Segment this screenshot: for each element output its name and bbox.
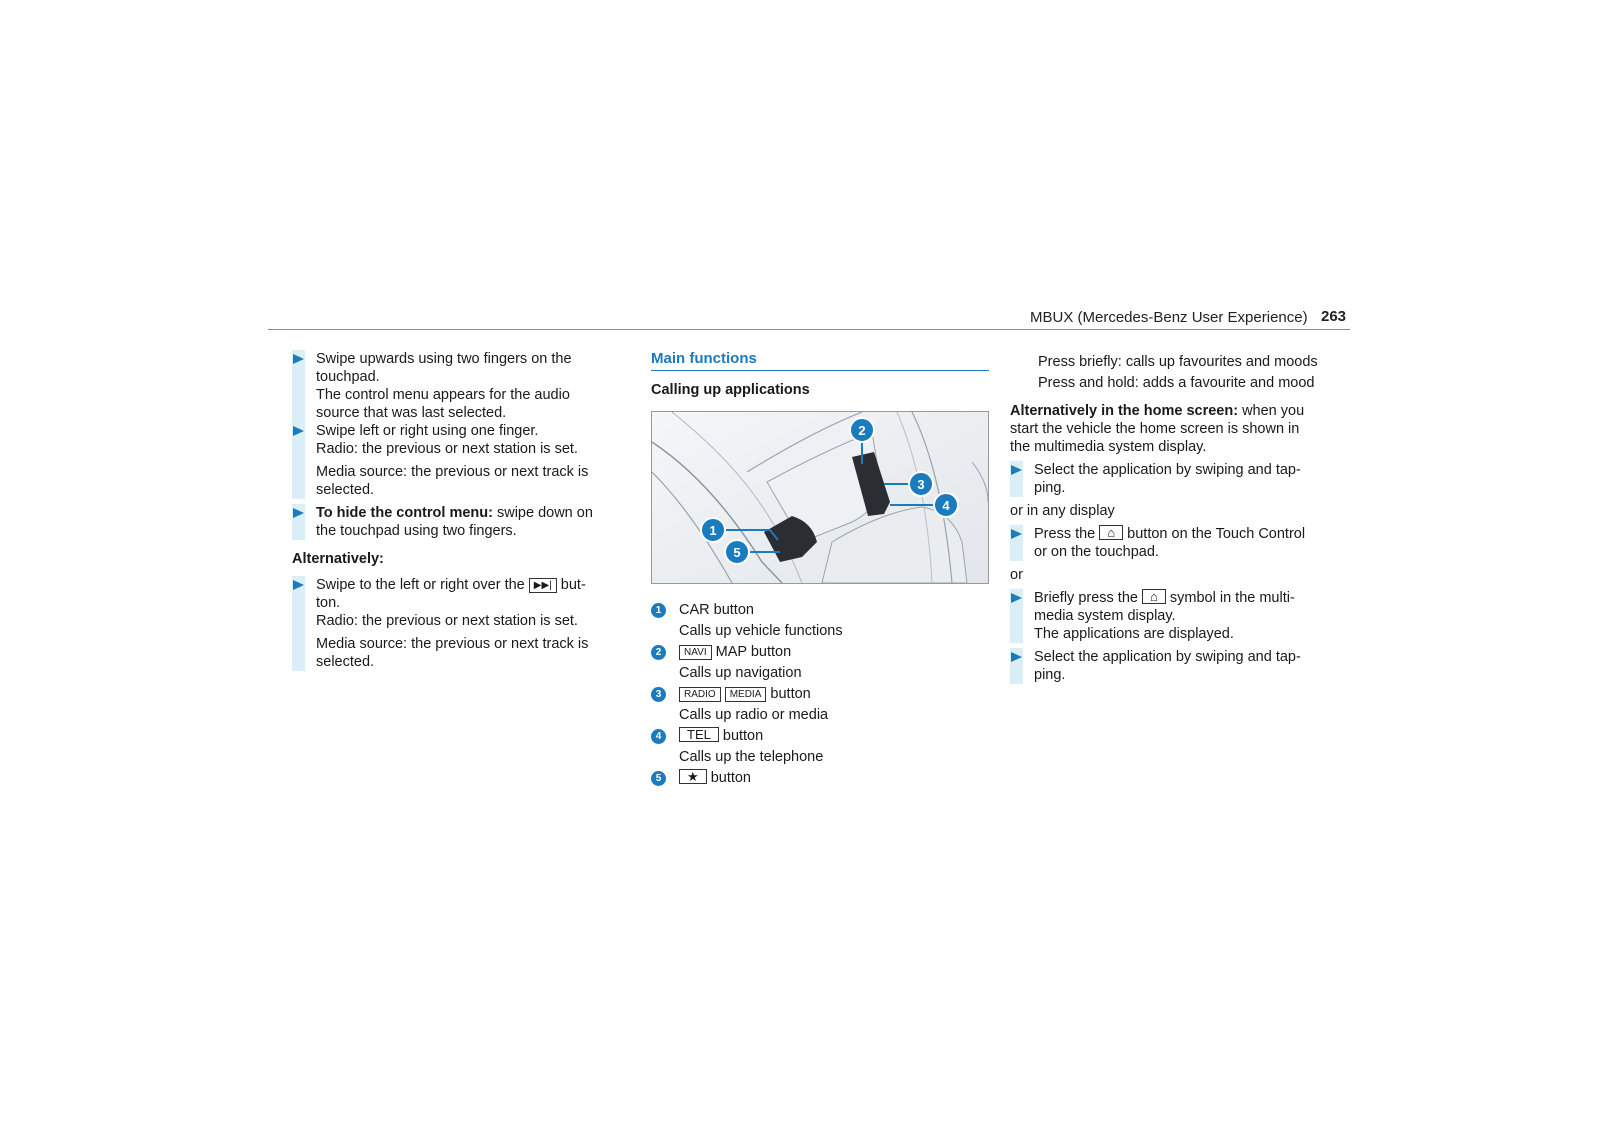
step-text: Briefly press the bbox=[1034, 590, 1142, 606]
step-result: Media source: the previous or next track is bbox=[316, 636, 589, 652]
callout-3-label: 3 bbox=[917, 477, 925, 492]
alternatively-heading: Alternatively: bbox=[292, 551, 384, 567]
step-bar bbox=[292, 576, 305, 671]
legend-number-badge: 3 bbox=[651, 687, 666, 702]
step-text: symbol in the multi- bbox=[1165, 590, 1295, 606]
touch-control-figure bbox=[651, 411, 989, 584]
callout-2 bbox=[850, 418, 874, 442]
step-select-application-2 bbox=[1010, 648, 1352, 684]
step-result: The applications are displayed. bbox=[1034, 626, 1234, 642]
legend-label: button bbox=[770, 686, 811, 702]
paragraph-text: when you bbox=[1238, 403, 1305, 419]
paragraph-text: start the vehicle the home screen is shown in bbox=[1010, 421, 1300, 437]
step-text: ton. bbox=[316, 595, 341, 611]
step-text: Swipe to the left or right over the bbox=[316, 577, 529, 593]
or-separator: or bbox=[1010, 567, 1023, 583]
step-swipe-over-button bbox=[292, 576, 622, 671]
skip-forward-icon: ▶▶| bbox=[529, 578, 557, 593]
step-result: selected. bbox=[316, 482, 375, 498]
legend-item-map bbox=[651, 642, 989, 663]
step-swipe-upwards bbox=[292, 350, 622, 422]
header-rule bbox=[268, 329, 1350, 330]
paragraph-text: the multimedia system display. bbox=[1010, 439, 1207, 455]
step-select-application bbox=[1010, 461, 1352, 497]
callout-1 bbox=[701, 518, 725, 542]
step-text: Select the application by swiping and tap- bbox=[1034, 462, 1301, 478]
step-arrow-icon bbox=[1011, 529, 1022, 539]
legend-number-badge: 4 bbox=[651, 729, 666, 744]
legend-number-badge: 5 bbox=[651, 771, 666, 786]
step-arrow-icon bbox=[1011, 465, 1022, 475]
callout-5-label: 5 bbox=[733, 545, 741, 560]
alternatively-home-screen bbox=[1010, 402, 1352, 456]
legend-label: CAR button bbox=[679, 602, 754, 618]
favourites-press-hold: Press and hold: adds a favourite and mood bbox=[1038, 375, 1315, 391]
or-in-any-display: or in any display bbox=[1010, 503, 1115, 519]
step-arrow-icon bbox=[293, 354, 304, 364]
legend-description: Calls up navigation bbox=[679, 665, 802, 681]
callout-4 bbox=[934, 493, 958, 517]
tel-key-icon: TEL bbox=[679, 727, 719, 742]
page-number: 263 bbox=[1321, 308, 1347, 325]
running-header-title: MBUX (Mercedes-Benz User Experience) bbox=[1030, 309, 1308, 326]
step-press-home-button bbox=[1010, 525, 1352, 561]
step-label: To hide the control menu: bbox=[316, 505, 493, 521]
step-result: Media source: the previous or next track is bbox=[316, 464, 589, 480]
legend-label: button bbox=[722, 728, 764, 744]
step-text: Press the bbox=[1034, 526, 1100, 542]
home-icon: ⌂ bbox=[1142, 589, 1166, 604]
legend-description: Calls up radio or media bbox=[679, 707, 829, 723]
legend-item-radio-media bbox=[651, 684, 989, 705]
star-key-icon: ★ bbox=[679, 769, 707, 784]
legend-description: Calls up the telephone bbox=[679, 749, 824, 765]
step-text: but- bbox=[556, 577, 586, 593]
callout-1-label: 1 bbox=[709, 523, 717, 538]
step-text: ping. bbox=[1034, 667, 1066, 683]
navi-key-icon: NAVI bbox=[679, 645, 712, 660]
touch-control-illustration bbox=[652, 412, 988, 583]
step-text: the touchpad using two fingers. bbox=[316, 523, 517, 539]
step-text: Swipe upwards using two fingers on the bbox=[316, 351, 572, 367]
step-text: swipe down on bbox=[492, 505, 593, 521]
step-text: touchpad. bbox=[316, 369, 380, 385]
media-key-icon: MEDIA bbox=[725, 687, 767, 702]
legend-item-car bbox=[651, 600, 989, 621]
favourites-press-briefly: Press briefly: calls up favourites and moods bbox=[1038, 354, 1318, 370]
step-text: button on the Touch Control bbox=[1123, 526, 1306, 542]
step-arrow-icon bbox=[293, 426, 304, 436]
step-swipe-left-right bbox=[292, 422, 622, 499]
step-text: or on the touchpad. bbox=[1034, 544, 1159, 560]
column-right bbox=[1010, 352, 1352, 684]
figure-legend bbox=[651, 600, 989, 789]
legend-number-badge: 1 bbox=[651, 603, 666, 618]
legend-label: button bbox=[710, 770, 752, 786]
subsection-title: Calling up applications bbox=[651, 382, 810, 398]
step-hide-control-menu bbox=[292, 504, 622, 540]
step-arrow-icon bbox=[1011, 593, 1022, 603]
radio-key-icon: RADIO bbox=[679, 687, 721, 702]
column-middle bbox=[651, 350, 989, 789]
legend-label: MAP button bbox=[715, 644, 792, 660]
callout-4-label: 4 bbox=[942, 498, 950, 513]
step-text: media system display. bbox=[1034, 608, 1176, 624]
step-result: selected. bbox=[316, 654, 375, 670]
legend-number-badge: 2 bbox=[651, 645, 666, 660]
step-result: The control menu appears for the audio bbox=[316, 387, 570, 403]
paragraph-label: Alternatively in the home screen: bbox=[1010, 403, 1239, 419]
step-text: Select the application by swiping and tap- bbox=[1034, 649, 1301, 665]
legend-item-favourites bbox=[651, 768, 989, 789]
step-press-home-symbol bbox=[1010, 589, 1352, 643]
callout-3 bbox=[909, 472, 933, 496]
callout-5 bbox=[725, 540, 749, 564]
callout-2-label: 2 bbox=[858, 423, 866, 438]
step-arrow-icon bbox=[293, 580, 304, 590]
step-result: source that was last selected. bbox=[316, 405, 507, 421]
step-text: Swipe left or right using one finger. bbox=[316, 423, 539, 439]
step-result: Radio: the previous or next station is set. bbox=[316, 441, 578, 457]
legend-description: Calls up vehicle functions bbox=[679, 623, 843, 639]
legend-item-tel bbox=[651, 726, 989, 747]
home-icon: ⌂ bbox=[1099, 525, 1123, 540]
step-text: ping. bbox=[1034, 480, 1066, 496]
step-arrow-icon bbox=[293, 508, 304, 518]
column-left bbox=[292, 350, 622, 671]
section-title: Main functions bbox=[651, 350, 989, 371]
step-arrow-icon bbox=[1011, 652, 1022, 662]
step-result: Radio: the previous or next station is set. bbox=[316, 613, 578, 629]
